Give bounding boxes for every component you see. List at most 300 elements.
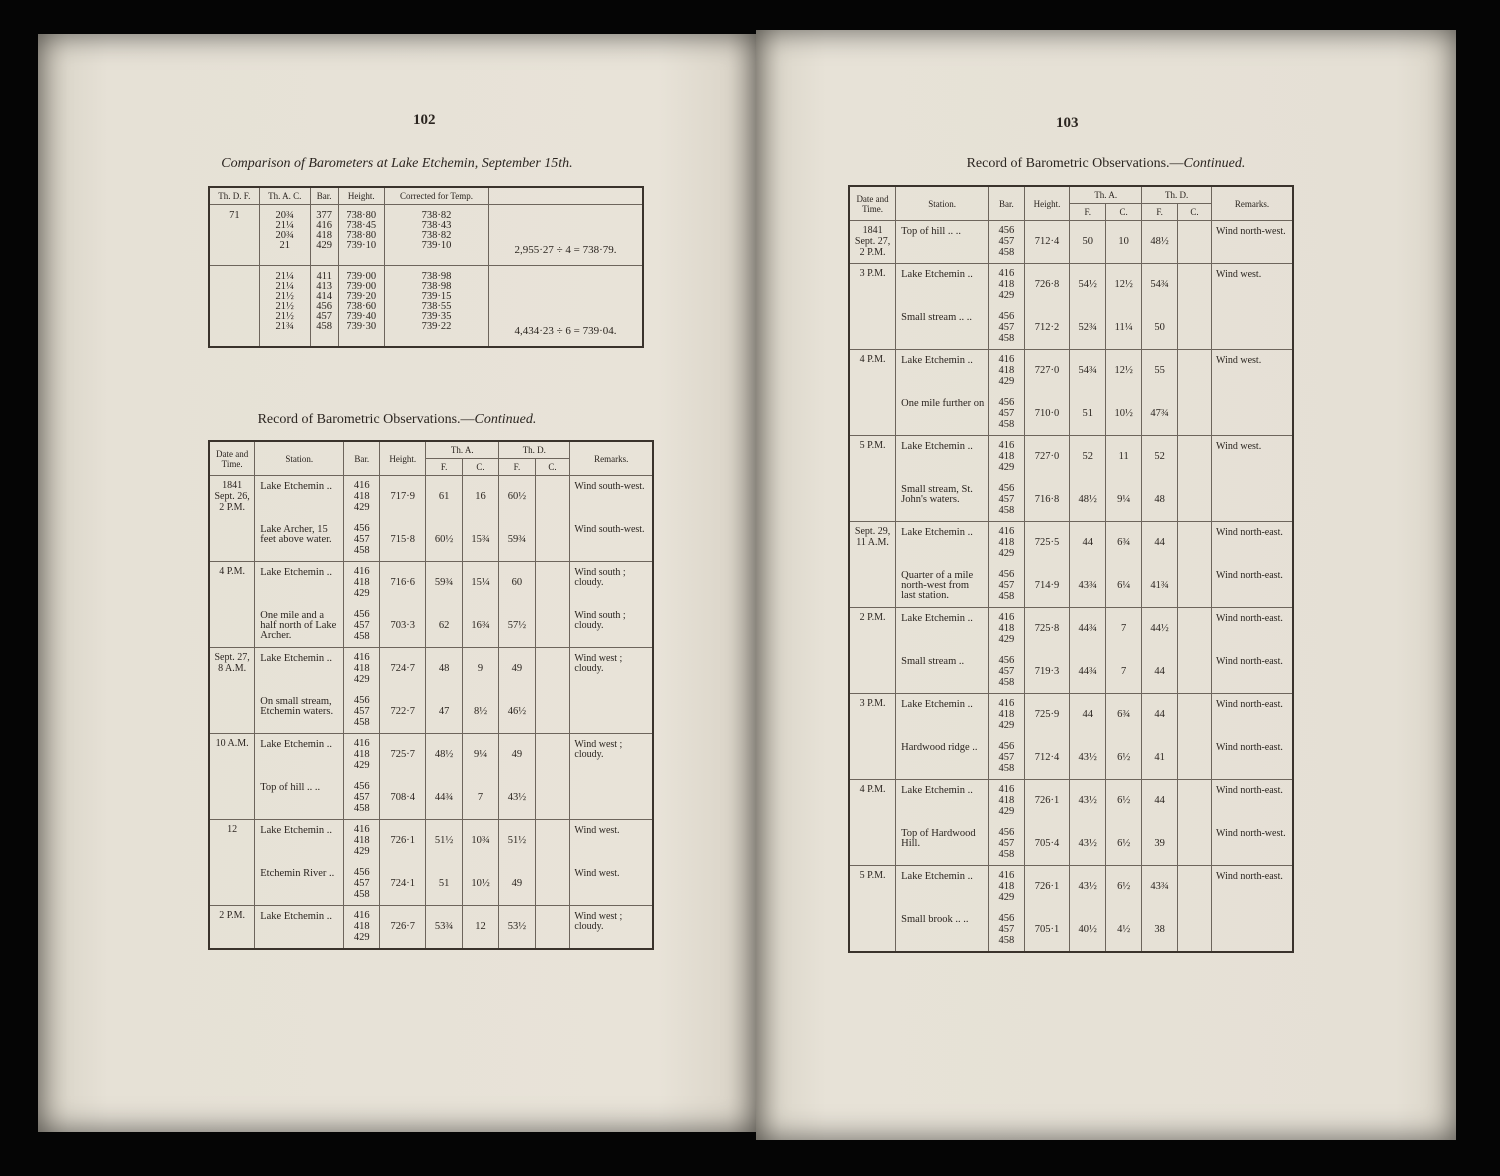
th-d-f-cell: 43¾ [1142,866,1178,909]
height-cell: 722·7 [380,691,426,734]
comparison-value: 739·40 [346,311,377,322]
comparison-value: 739·22 [421,321,452,332]
station-cell: Lake Etchemin .. [255,648,344,691]
th-a-f-cell: 61 [426,476,462,519]
date-cell: 2 P.M. [209,906,255,949]
station-cell: Lake Etchemin .. [896,522,989,565]
height-cell: 725·7 [380,734,426,777]
date-cell [209,777,255,820]
station-cell: Lake Etchemin .. [255,820,344,863]
th-d-f-cell: 43½ [499,777,535,820]
comparison-header: Height. [338,187,384,205]
comparison-value: 411 [316,271,332,282]
comparison-header-sum [489,187,643,205]
date-cell: 12 [209,820,255,863]
comparison-corrected-cell [384,205,488,266]
th-a-f-header: F. [1070,204,1106,221]
table-row [849,866,1293,909]
date-cell: 2 P.M. [849,608,896,651]
th-d-c-cell [535,734,570,777]
record-table-right [848,185,1294,953]
th-d-c-header: C. [1178,204,1212,221]
th-d-f-cell: 50 [1142,307,1178,350]
comparison-value: 377 [316,210,333,221]
th-a-c-cell: 12 [462,906,498,949]
date-cell: 4 P.M. [209,562,255,605]
table-row [209,777,653,820]
remarks-cell: Wind south-west. [570,519,653,562]
bar-cell: 416 418 429 [344,648,380,691]
table-row [209,820,653,863]
remarks-cell: Wind north-east. [1212,522,1293,565]
remarks-cell [1212,393,1293,436]
th-a-f-cell: 44¾ [1070,651,1106,694]
comparison-value: 738·55 [421,301,452,312]
th-d-f-cell: 60½ [499,476,535,519]
remarks-cell: Wind west. [1212,264,1293,307]
date-header: Date and Time. [849,186,896,221]
date-cell [849,909,896,952]
bar-cell: 456 457 458 [344,777,380,820]
height-cell: 717·9 [380,476,426,519]
height-cell: 715·8 [380,519,426,562]
bar-cell: 456 457 458 [989,737,1024,780]
bar-header: Bar. [989,186,1024,221]
th-d-c-cell [1178,393,1212,436]
station-cell: Lake Etchemin .. [255,734,344,777]
height-cell: 710·0 [1024,393,1070,436]
date-cell [209,519,255,562]
comparison-value: 456 [316,301,333,312]
height-cell: 712·4 [1024,737,1070,780]
table-row [209,476,653,519]
bar-cell: 456 457 458 [989,479,1024,522]
date-cell: Sept. 29, 11 A.M. [849,522,896,565]
remarks-cell: Wind west. [1212,436,1293,479]
th-d-c-cell [535,519,570,562]
comparison-value: 21¼ [275,220,294,231]
bar-cell: 456 457 458 [344,863,380,906]
remarks-cell: Wind west ; cloudy. [570,734,653,777]
station-cell: One mile and a half north of Lake Archer. [255,605,344,648]
remarks-cell: Wind north-east. [1212,608,1293,651]
th-a-c-cell: 12½ [1106,264,1142,307]
th-a-c-cell: 6¾ [1106,522,1142,565]
comparison-value: 738·82 [421,210,452,221]
th-a-header: Th. A. [426,441,499,459]
comparison-sum: 2,955·27 ÷ 4 = 738·79. [489,205,643,266]
th-a-c-cell: 6½ [1106,823,1142,866]
station-header: Station. [896,186,989,221]
bar-cell: 416 418 429 [344,820,380,863]
th-d-f-header: F. [499,459,535,476]
station-cell: Quarter of a mile north-west from last station. [896,565,989,608]
th-a-c-cell: 7 [1106,608,1142,651]
bar-cell: 456 457 458 [344,605,380,648]
th-a-f-cell: 40½ [1070,909,1106,952]
date-cell [849,737,896,780]
th-d-f-cell: 49 [499,734,535,777]
th-a-f-cell: 43¾ [1070,565,1106,608]
remarks-cell: Wind north-east. [1212,866,1293,909]
th-a-f-cell: 43½ [1070,866,1106,909]
station-cell: Lake Etchemin .. [255,562,344,605]
comparison-corrected-cell [384,266,488,348]
remarks-cell: Wind west ; cloudy. [570,906,653,949]
th-d-c-cell [1178,221,1212,264]
remarks-cell: Wind north-east. [1212,694,1293,737]
th-d-c-cell [535,605,570,648]
station-cell: Top of hill .. .. [896,221,989,264]
date-cell [209,605,255,648]
height-cell: 708·4 [380,777,426,820]
record-title-text: Record of Barometric Observations.— [257,412,475,427]
comparison-header: Th. D. F. [209,187,259,205]
height-cell: 719·3 [1024,651,1070,694]
table-row [849,565,1293,608]
comparison-header: Bar. [310,187,338,205]
station-cell: Top of hill .. .. [255,777,344,820]
th-a-c-cell: 7 [1106,651,1142,694]
th-a-c-cell: 6½ [1106,780,1142,823]
station-cell: Small stream, St. John's waters. [896,479,989,522]
height-cell: 705·4 [1024,823,1070,866]
th-a-c-cell: 16¾ [462,605,498,648]
date-cell [209,863,255,906]
date-cell: 4 P.M. [849,780,896,823]
remarks-cell: Wind west. [1212,350,1293,393]
th-d-c-cell [535,648,570,691]
height-cell: 716·8 [1024,479,1070,522]
date-cell: 5 P.M. [849,866,896,909]
record-title-italic: Continued. [474,412,537,427]
th-d-c-cell [535,691,570,734]
record-title [756,156,1456,172]
table-row [849,264,1293,307]
th-a-header: Th. A. [1070,186,1142,204]
height-header: Height. [380,441,426,476]
remarks-cell: Wind north-east. [1212,780,1293,823]
comparison-bar-cell [310,266,338,348]
station-cell: Small brook .. .. [896,909,989,952]
th-d-c-cell [1178,264,1212,307]
th-d-f-header: F. [1142,204,1178,221]
th-d-cell: 71 [209,205,259,266]
height-cell: 724·1 [380,863,426,906]
table-row [849,522,1293,565]
th-d-f-cell: 44 [1142,694,1178,737]
comparison-value: 738·45 [346,220,377,231]
height-cell: 725·5 [1024,522,1070,565]
th-a-f-cell: 44¾ [426,777,462,820]
th-a-c-cell: 6¾ [1106,694,1142,737]
th-d-f-cell: 46½ [499,691,535,734]
date-cell: Sept. 27, 8 A.M. [209,648,255,691]
height-cell: 705·1 [1024,909,1070,952]
th-d-c-cell [535,906,570,949]
height-cell: 703·3 [380,605,426,648]
th-a-c-cell: 15¼ [462,562,498,605]
th-a-f-cell: 53¾ [426,906,462,949]
comparison-value: 738·98 [421,271,452,282]
comparison-title-text: Comparison of Barometers at Lake Etchemin, September 15th. [221,156,573,171]
th-d-f-cell: 49 [499,863,535,906]
th-a-f-cell: 54¾ [1070,350,1106,393]
remarks-cell [1212,479,1293,522]
comparison-value: 739·00 [346,271,377,282]
table-row [849,307,1293,350]
height-cell: 725·8 [1024,608,1070,651]
bar-cell: 416 418 429 [989,436,1024,479]
th-d-cell [209,266,259,348]
date-cell [849,565,896,608]
th-a-f-cell: 44 [1070,522,1106,565]
comparison-value: 20¾ [275,230,294,241]
comparison-height-cell [338,266,384,348]
right-page [756,30,1456,1140]
table-row [849,221,1293,264]
left-page [38,34,756,1132]
th-d-f-cell: 53½ [499,906,535,949]
record-table-left [208,440,654,950]
table-row [849,479,1293,522]
th-d-c-cell [1178,866,1212,909]
comparison-value: 21½ [275,301,294,312]
th-d-c-cell [1178,823,1212,866]
th-a-c-cell: 12½ [1106,350,1142,393]
bar-cell: 456 457 458 [989,307,1024,350]
th-d-c-cell [1178,307,1212,350]
th-d-c-cell [1178,608,1212,651]
comparison-header: Corrected for Temp. [384,187,488,205]
remarks-cell: Wind north-east. [1212,651,1293,694]
th-a-f-cell: 62 [426,605,462,648]
th-d-f-cell: 60 [499,562,535,605]
height-cell: 714·9 [1024,565,1070,608]
bar-cell: 456 457 458 [989,565,1024,608]
station-cell: Top of Hardwood Hill. [896,823,989,866]
th-d-f-cell: 39 [1142,823,1178,866]
th-d-c-cell [1178,909,1212,952]
th-d-f-cell: 55 [1142,350,1178,393]
date-cell: 1841 Sept. 27, 2 P.M. [849,221,896,264]
comparison-value: 739·30 [346,321,377,332]
bar-cell: 416 418 429 [989,350,1024,393]
station-cell: Lake Etchemin .. [896,350,989,393]
comparison-value: 413 [316,281,333,292]
station-cell: On small stream, Etchemin waters. [255,691,344,734]
table-row [209,691,653,734]
table-row [209,519,653,562]
date-cell: 1841 Sept. 26, 2 P.M. [209,476,255,519]
table-row [849,780,1293,823]
date-cell: 3 P.M. [849,694,896,737]
th-d-f-cell: 44 [1142,780,1178,823]
th-a-f-cell: 43½ [1070,780,1106,823]
remarks-cell: Wind west. [570,863,653,906]
table-row [849,350,1293,393]
record-title [38,412,756,428]
station-header: Station. [255,441,344,476]
date-cell [849,823,896,866]
th-a-f-cell: 51 [426,863,462,906]
bar-cell: 416 418 429 [989,694,1024,737]
bar-cell: 416 418 429 [989,264,1024,307]
station-cell: Lake Etchemin .. [896,608,989,651]
station-cell: Lake Etchemin .. [896,264,989,307]
comparison-value: 457 [316,311,333,322]
comparison-value: 738·60 [346,301,377,312]
remarks-cell [1212,909,1293,952]
th-a-c-cell: 4½ [1106,909,1142,952]
th-d-c-cell [1178,350,1212,393]
table-row [849,909,1293,952]
station-cell: Small stream .. [896,651,989,694]
th-a-f-cell: 43½ [1070,823,1106,866]
comparison-th_a-cell [259,205,310,266]
date-cell [849,651,896,694]
height-cell: 727·0 [1024,436,1070,479]
station-cell: Lake Etchemin .. [255,476,344,519]
th-a-f-cell: 60½ [426,519,462,562]
table-row [209,863,653,906]
comparison-value: 458 [316,321,333,332]
th-d-c-cell [535,777,570,820]
th-d-f-cell: 44 [1142,651,1178,694]
bar-cell: 416 418 429 [989,522,1024,565]
date-cell: 5 P.M. [849,436,896,479]
height-cell: 726·1 [1024,780,1070,823]
th-d-f-cell: 38 [1142,909,1178,952]
th-d-f-cell: 47¾ [1142,393,1178,436]
table-row [849,608,1293,651]
remarks-cell: Wind north-west. [1212,221,1293,264]
th-d-f-cell: 41¾ [1142,565,1178,608]
bar-header: Bar. [344,441,380,476]
station-cell: Lake Etchemin .. [896,780,989,823]
th-a-f-cell: 47 [426,691,462,734]
bar-cell: 416 418 429 [989,866,1024,909]
th-d-c-cell [1178,479,1212,522]
table-row [849,436,1293,479]
table-row [209,605,653,648]
th-d-c-cell [1178,737,1212,780]
th-d-c-cell [535,476,570,519]
height-cell: 727·0 [1024,350,1070,393]
comparison-group [209,266,643,348]
th-a-f-cell: 48½ [1070,479,1106,522]
date-header: Date and Time. [209,441,255,476]
th-d-f-cell: 49 [499,648,535,691]
station-cell: Lake Etchemin .. [255,906,344,949]
station-cell: One mile further on [896,393,989,436]
comparison-table [208,186,644,348]
th-a-f-cell: 44¾ [1070,608,1106,651]
th-a-c-cell: 7 [462,777,498,820]
table-row [209,734,653,777]
remarks-cell: Wind north-east. [1212,565,1293,608]
table-row [209,562,653,605]
th-a-f-cell: 54½ [1070,264,1106,307]
th-a-f-header: F. [426,459,462,476]
record-title-text: Record of Barometric Observations.— [966,156,1184,171]
comparison-value: 739·15 [421,291,452,302]
table-row [209,906,653,949]
comparison-value: 738·98 [421,281,452,292]
comparison-value: 738·43 [421,220,452,231]
table-row [849,393,1293,436]
height-cell: 712·4 [1024,221,1070,264]
th-a-f-cell: 50 [1070,221,1106,264]
date-cell [849,479,896,522]
table-row [849,694,1293,737]
comparison-value: 738·80 [346,230,377,241]
comparison-value: 418 [316,230,333,241]
th-d-c-cell [535,820,570,863]
header-row [209,441,653,459]
record-title-italic: Continued. [1183,156,1246,171]
th-a-c-cell: 9 [462,648,498,691]
th-a-f-cell: 51 [1070,393,1106,436]
th-d-c-cell [1178,651,1212,694]
th-a-f-cell: 48½ [426,734,462,777]
th-a-c-header: C. [462,459,498,476]
header-row [849,186,1293,204]
th-d-f-cell: 44½ [1142,608,1178,651]
remarks-cell: Wind west ; cloudy. [570,648,653,691]
bar-cell: 416 418 429 [989,608,1024,651]
th-d-header: Th. D. [499,441,570,459]
th-a-c-header: C. [1106,204,1142,221]
table-row [849,651,1293,694]
station-cell: Hardwood ridge .. [896,737,989,780]
bar-cell: 416 418 429 [989,780,1024,823]
station-cell: Lake Etchemin .. [896,866,989,909]
station-cell: Lake Etchemin .. [896,694,989,737]
th-a-f-cell: 52¾ [1070,307,1106,350]
comparison-value: 21¼ [275,281,294,292]
th-a-c-cell: 10½ [462,863,498,906]
date-cell [849,307,896,350]
remarks-cell [1212,307,1293,350]
table-row [209,648,653,691]
station-cell: Lake Archer, 15 feet above water. [255,519,344,562]
bar-cell: 416 418 429 [344,906,380,949]
th-d-f-cell: 57½ [499,605,535,648]
bar-cell: 416 418 429 [344,562,380,605]
comparison-value: 739·20 [346,291,377,302]
th-a-c-cell: 8½ [462,691,498,734]
remarks-cell: Wind west. [570,820,653,863]
comparison-bar-cell [310,205,338,266]
th-a-c-cell: 6½ [1106,866,1142,909]
th-d-f-cell: 48½ [1142,221,1178,264]
remarks-cell: Wind south-west. [570,476,653,519]
bar-cell: 456 457 458 [989,221,1024,264]
height-cell: 726·8 [1024,264,1070,307]
th-d-f-cell: 48 [1142,479,1178,522]
remarks-cell: Wind north-west. [1212,823,1293,866]
bar-cell: 416 418 429 [344,734,380,777]
bar-cell: 456 457 458 [344,691,380,734]
remarks-cell: Wind south ; cloudy. [570,562,653,605]
th-a-c-cell: 15¾ [462,519,498,562]
comparison-value: 21¾ [275,321,294,332]
comparison-height-cell [338,205,384,266]
bar-cell: 456 457 458 [989,651,1024,694]
comparison-value: 739·10 [346,240,377,251]
date-cell [849,393,896,436]
